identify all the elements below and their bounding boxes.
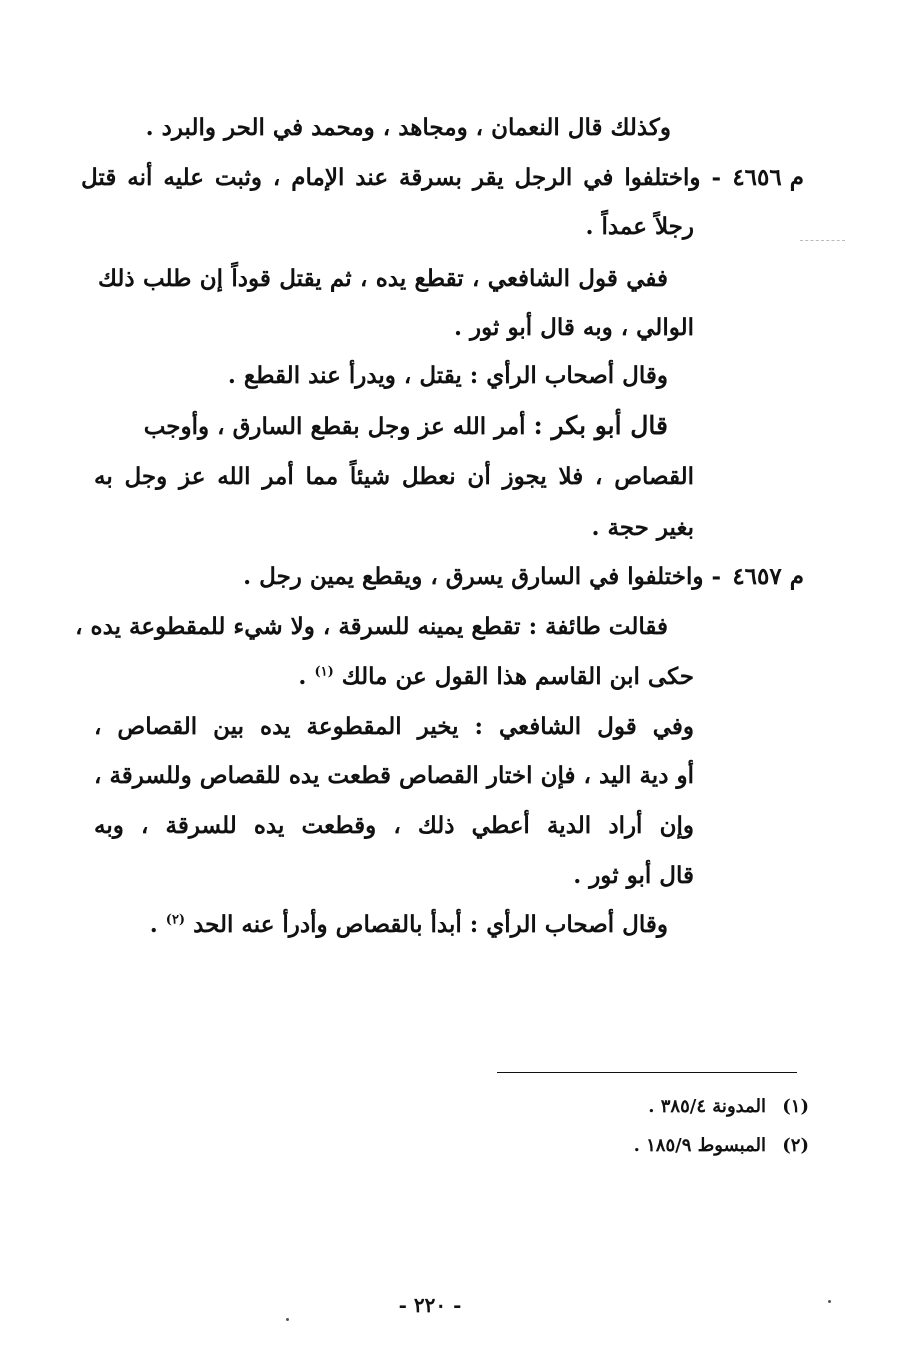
footnote-ref-1: (١) [314,664,334,680]
text-line-17 [150,910,668,940]
scan-speck [286,1318,289,1321]
footnote-separator [497,1072,797,1073]
page-number: - ٢٢٠ - [398,1293,462,1317]
text-line-9: بغير حجة . [591,514,694,541]
text-line-6: وقال أصحاب الرأي : يقتل ، ويدرأ عند القطع . [227,362,668,389]
issue-number-4656: م ٤٦٥٦ [732,164,804,191]
text-line-12-dot: . [298,663,307,690]
text-line-12-text: حكى ابن القاسم هذا القول عن مالك [341,663,694,690]
footnote-ref-2: (٢) [165,912,186,928]
text-line-7 [98,411,668,442]
text-line-10: - واختلفوا في السارق يسرق ، ويقطع يمين رجل . [243,563,721,590]
text-line-14: أو دية اليد ، فإن اختار القصاص قطعت يده للقصاص وللسرقة ، [94,762,694,789]
text-line-13: وفي قول الشافعي : يخير المقطوعة يده بين القصاص ، [94,713,694,740]
text-line-11: فقالت طائفة : تقطع يمينه للسرقة ، ولا شيء للمقطوعة يده ، [75,613,668,640]
text-line-17-text: وقال أصحاب الرأي : أبدأ بالقصاص وأدرأ عنه الحد [193,911,668,938]
footnote-2-marker: (٢) [782,1135,809,1156]
text-line-12 [298,662,694,692]
text-line-8: القصاص ، فلا يجوز أن نعطل شيئاً مما أمر الله عز وجل به [94,463,694,490]
footnote-1-text: المدونة ٣٨٥/٤ . [648,1096,766,1117]
text-line-1: وكذلك قال النعمان ، ومجاهد ، ومحمد في الحر والبرد . [145,114,671,141]
footnote-2-text: المبسوط ١٨٥/٩ . [633,1135,766,1156]
text-line-15: وإن أراد الدية أعطي ذلك ، وقطعت يده للسرقة ، وبه [94,812,694,839]
footnote-1-marker: (١) [782,1096,809,1117]
text-line-16: قال أبو ثور . [573,862,694,889]
text-line-3: رجلاً عمداً . [585,213,694,240]
abu-bakr-text: أمر الله عز وجل بقطع السارق ، وأوجب [143,413,526,440]
footnote-1 [648,1094,809,1120]
text-line-5: الوالي ، وبه قال أبو ثور . [454,314,694,341]
abu-bakr-label: قال أبو بكر : [533,411,668,440]
text-line-4: ففي قول الشافعي ، تقطع يده ، ثم يقتل قوداً إن طلب ذلك [98,265,668,292]
text-line-2: - واختلفوا في الرجل يقر بسرقة عند الإمام ، وثبت عليه أنه قتل [81,164,721,191]
text-line-17-dot: . [149,911,158,938]
footnote-2 [634,1133,809,1159]
margin-mark [800,240,845,241]
scan-speck [828,1300,831,1303]
issue-number-4657: م ٤٦٥٧ [732,563,804,590]
